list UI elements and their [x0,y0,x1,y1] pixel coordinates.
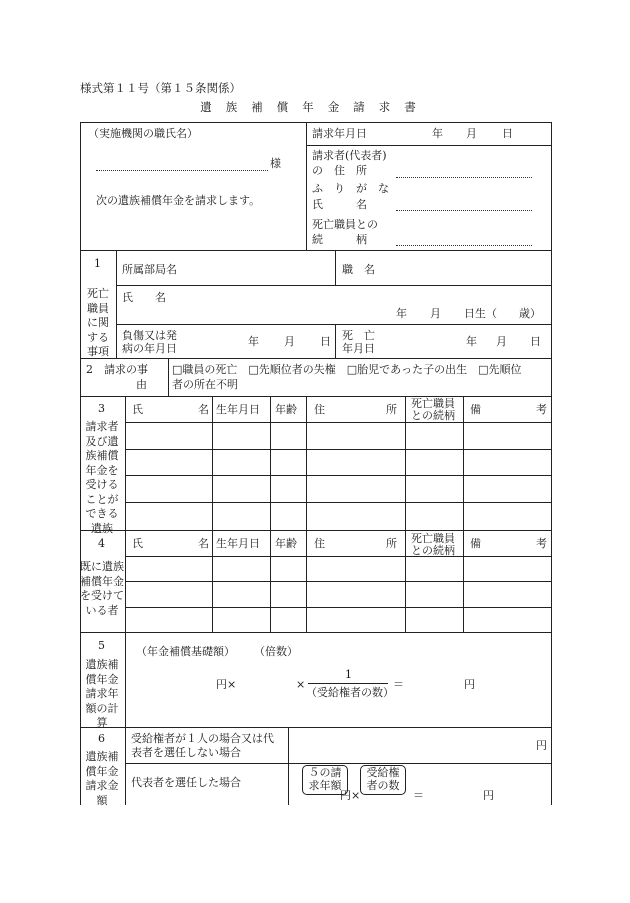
paren2-line1: 受給権 [366,766,400,779]
s3-col-addr-b: 所 [386,403,397,416]
s4-col-name-b: 名 [198,537,209,550]
request-reason-options[interactable]: □職員の死亡 □先順位者の失権 □胎児であった子の出生 □先順位 [172,363,522,376]
single-claimant-label-1: 受給権者が１人の場合又は代 [131,732,274,745]
rep-selected-label: 代表者を選任した場合 [131,776,241,789]
s4-col-name-a: 氏 [132,537,143,550]
rep-yen-times: 円× [340,789,361,802]
s4-col-remarks-a: 備 [470,537,481,550]
relation-label-2: 続 柄 [312,233,367,246]
section3-side-label: 請求者及び遺族補償年金を受けることができる遺族 [85,420,119,535]
paren1-line2: 求年額 [308,779,342,792]
injury-date-label-2: 病の年月日 [122,342,177,355]
relation-label-1: 死亡職員との [312,218,378,231]
base-amount-label: （年金補償基礎額） [136,645,235,658]
form-number: 様式第１１号（第１５条関係） [80,81,241,95]
institution-name-field[interactable] [96,170,268,171]
section1-side-label: 死亡職員に関する事項 [87,287,109,358]
birth-year-label: 年 [396,307,407,320]
s4-col-relation-2: との続柄 [411,544,455,557]
rep-amount-yen: 円 [483,789,494,802]
single-amount-yen: 円 [536,739,547,752]
institution-label: （実施機関の職氏名） [88,127,198,140]
result-yen: 円 [464,678,475,691]
claimant-rep-label: 請求者(代表者) [312,149,387,162]
s4-col-remarks-b: 考 [536,537,547,550]
s3-col-relation-2: との続柄 [411,409,455,422]
equals-sign: ＝ [393,678,404,691]
request-sentence: 次の遺族補償年金を請求します。 [96,194,261,207]
section5-number: 5 [98,639,105,652]
form-title: 遺族補償年金請求書 [200,100,430,114]
fraction-denominator: （受給権者の数） [306,686,394,699]
injury-month-label: 月 [284,335,295,348]
address-field[interactable] [396,177,532,178]
s4-col-birth: 生年月日 [216,537,260,550]
s3-col-relation-1: 死亡職員 [411,397,455,410]
request-year-label: 年 [432,127,443,140]
death-date-label-2: 年月日 [342,342,375,355]
death-month-label: 月 [496,335,507,348]
death-day-label: 日 [530,335,541,348]
s4-col-addr-b: 所 [386,537,397,550]
section3-number: 3 [98,402,105,415]
claimant-name-label: 氏 名 [312,198,367,211]
s3-col-remarks-a: 備 [470,403,481,416]
address-label: の 住 所 [312,164,367,177]
injury-date-label-1: 負傷又は発 [122,329,177,342]
dept-label: 所属部局名 [122,263,177,276]
s4-col-addr-a: 住 [314,537,325,550]
fraction-bar [308,683,388,684]
section6-number: 6 [98,732,105,745]
s3-col-name-a: 氏 [132,403,143,416]
s3-col-remarks-b: 考 [536,403,547,416]
job-title-label: 職 名 [342,263,375,276]
section6-side-label: 遺族補償年金請求金額 [85,750,119,807]
relation-field[interactable] [396,245,532,246]
request-month-label: 月 [466,127,477,140]
paren1-line1: ５の請 [308,766,342,779]
rep-equals-sign: ＝ [413,789,424,802]
section2-label-1: 2 請求の事 [86,363,148,376]
paren2-line2: 者の数 [366,779,400,792]
s3-col-birth: 生年月日 [216,403,260,416]
single-claimant-label-2: 表者を選任しない場合 [131,746,241,759]
honorific: 様 [270,157,281,170]
times-sign: × [296,678,306,691]
s4-col-relation-1: 死亡職員 [411,532,455,545]
section1-number: 1 [94,257,101,270]
request-date-label: 請求年月日 [312,127,367,140]
request-day-label: 日 [502,127,513,140]
multiplier-label: （倍数） [254,645,298,658]
death-date-label-1: 死 亡 [342,329,375,342]
section2-label-2: 由 [136,378,147,391]
section5-side-label: 遺族補償年金請求年額の計算 [85,658,119,729]
deceased-name-label: 氏 名 [122,291,166,304]
s3-col-name-b: 名 [198,403,209,416]
furigana-label: ふ り が な [312,182,389,195]
yen-times: 円× [216,678,237,691]
s3-col-addr-a: 住 [314,403,325,416]
fraction-numerator: 1 [345,668,352,681]
rights-holders-paren [360,765,406,795]
injury-day-label: 日 [320,335,331,348]
section4-number: 4 [98,537,105,550]
s4-col-age: 年齢 [275,537,297,550]
request-reason-options-cont[interactable]: 者の所在不明 [172,378,238,391]
birth-month-label: 月 [430,307,441,320]
birth-suffix-label: 日生（ 歳） [464,307,541,320]
injury-year-label: 年 [248,335,259,348]
section4-side-label: 既に遺族補償年金を受けている者 [80,560,124,617]
claimant-name-field[interactable] [396,210,532,211]
s3-col-age: 年齢 [275,403,297,416]
death-year-label: 年 [466,335,477,348]
